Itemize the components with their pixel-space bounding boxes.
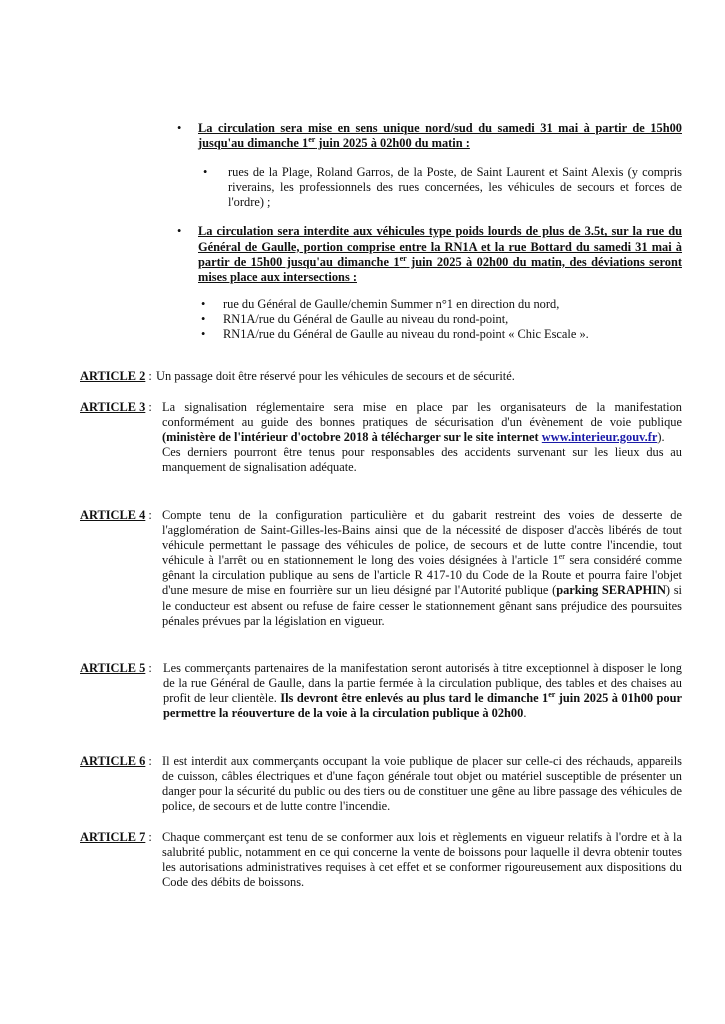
list-item: • RN1A/rue du Général de Gaulle au niveau du rond-point « Chic Escale ». — [201, 327, 589, 342]
article-4 — [80, 508, 682, 629]
traffic-measures — [177, 121, 682, 342]
article-label: ARTICLE 5 : — [80, 661, 152, 675]
article-label: ARTICLE 2 : — [80, 369, 152, 383]
article-label: ARTICLE 4 : — [80, 508, 152, 522]
bullet-one-way: • La circulation sera mise en sens unique nord/sud du samedi 31 mai à partir de 15h00 jusqu'au dimanche 1er juin 2025 à 02h00 du matin : — [177, 121, 682, 151]
article-text: Il est interdit aux commerçants occupant la voie publique de placer sur celle-ci des réchauds, appareils de cuisson, câbles électriques et d'une façon générale tout objet ou matériel susceptible de présenter un danger pour la sécurité du public ou des tiers ou de constituer une gêne au libre passage des véhicules de police, de secours et de lutte contre l'incendie. — [162, 754, 682, 814]
bullet-heavy-vehicles: • La circulation sera interdite aux véhicules type poids lourds de plus de 3.5t, sur la rue du Général de Gaulle, portion comprise entre la RN1A et la rue Bottard du samedi 31 mai à partir de 15h00 jusqu'au dimanche 1er juin 2025 à 02h00 du matin, des déviations seront mises place aux intersections : — [177, 224, 682, 284]
bullet-dot: • — [177, 224, 182, 239]
deviation-list — [201, 297, 682, 342]
article-label: ARTICLE 3 : — [80, 400, 152, 414]
article-3 — [80, 400, 682, 475]
article-6 — [80, 754, 682, 814]
article-5 — [80, 661, 682, 721]
article-2 — [80, 369, 682, 384]
list-item: • rue du Général de Gaulle/chemin Summer n°1 en direction du nord, — [201, 296, 560, 311]
article-label: ARTICLE 7 : — [80, 830, 152, 844]
article-7 — [80, 830, 682, 890]
bullet-dot: • — [203, 165, 208, 180]
article-text: Les commerçants partenaires de la manifestation seront autorisés à titre exceptionnel à disposer le long de la rue Général de Gaulle, dans la partie fermée à la circulation publique, des tables et des chaises au profit de leur clientèle. Ils devront être enlevés au plus tard le dimanche 1er juin 2025 à 01h00 pour permettre la réouverture de la voie à la circulation publique à 02h00. — [163, 661, 682, 721]
bullet-dot: • — [177, 121, 182, 135]
interieur-link[interactable]: www.interieur.gouv.fr — [541, 430, 658, 445]
article-text: Compte tenu de la configuration particulière et du gabarit restreint des voies de desserte de l'agglomération de Saint-Gilles-les-Bains ainsi que de la nécessité de disposer d'accès libérés de tout véhicule permettant le passage des véhicules de police, de secours et de lutte contre l'incendie, tout véhicule à l'arrêt ou en stationnement le long des voies désignées à l'article 1er sera considéré comme gênant la circulation publique au sens de l'article R 417-10 du Code de la Route et pourra faire l'objet d'une mesure de mise en fourrière sur un lieu désigné par l'Autorité publique (parking SERAPHIN) si le conducteur est absent ou refuse de faire cesser le stationnement gênant sans préjudice des poursuites pénales prévues par la législation en vigueur. — [162, 508, 682, 628]
article-text: La signalisation réglementaire sera mise en place par les organisateurs de la manifestation conformément au guide des bonnes pratiques de sécurisation d'un évènement de voie publique (ministère de l'intérieur d'octobre 2018 à télécharger sur le site internet www.interieur.gouv.fr). Ces derniers pourront être tenus pour responsables des accidents survenant sur les lieux dus au manquement de signalisation adéquate. — [162, 400, 682, 475]
list-item: • RN1A/rue du Général de Gaulle au niveau du rond-point, — [201, 311, 509, 326]
article-label: ARTICLE 6 : — [80, 754, 152, 768]
article-text: Un passage doit être réservé pour les véhicules de secours et de sécurité. — [156, 369, 515, 383]
article-text: Chaque commerçant est tenu de se conformer aux lois et règlements en vigueur relatifs à l'ordre et à la salubrité public, notamment en ce qui concerne la vente de boissons pour laquelle il devra obtenir toutes les autorisations administratives requises à cet effet et se conformer rigoureusement aux dispositions du Code des débits de boissons. — [162, 830, 682, 890]
bullet-one-way-streets: • rues de la Plage, Roland Garros, de la Poste, de Saint Laurent et Saint Alexis (y compris riverains, les professionnels des rues concernées, les véhicules de secours et forces de l'ordre) ; — [203, 165, 682, 210]
bullet-heavy-vehicles-text: La circulation sera interdite aux véhicules type poids lourds de plus de 3.5t, sur la rue du Général de Gaulle, portion comprise entre la RN1A et la rue Bottard du samedi 31 mai à partir de 15h00 jusqu'au dimanche 1 — [198, 224, 682, 269]
bullet-one-way-text: La circulation sera mise en sens unique nord/sud du samedi 31 mai à partir de 15h00 jusqu'au dimanche 1 — [198, 121, 682, 151]
